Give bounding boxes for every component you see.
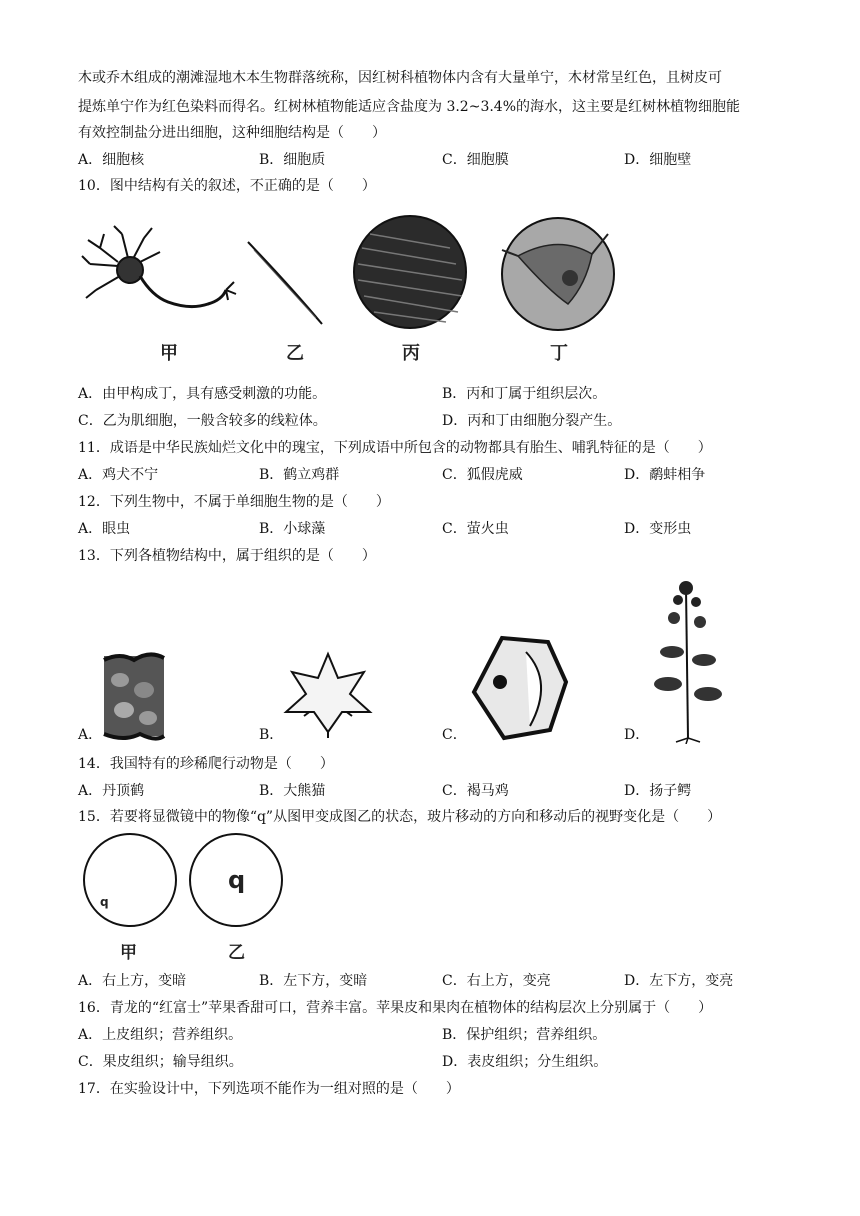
q9-option-c: C．细胞膜 bbox=[442, 152, 509, 168]
q13-cell-image bbox=[468, 632, 572, 744]
q9-option-b: B．细胞质 bbox=[259, 152, 326, 168]
q16-option-b: B．保护组织；营养组织。 bbox=[442, 1027, 607, 1043]
question-10-stem: 10．图中结构有关的叙述，不正确的是（ ） bbox=[78, 178, 376, 194]
neuron-image bbox=[82, 226, 236, 307]
q11-option-a: A．鸡犬不宁 bbox=[78, 467, 159, 483]
figure-label-yi: 乙 bbox=[286, 343, 304, 364]
question-14-stem: 14．我国特有的珍稀爬行动物是（ ） bbox=[78, 756, 334, 772]
figure-label-jia: 甲 bbox=[120, 943, 137, 963]
q14-option-a: A．丹顶鹤 bbox=[78, 783, 145, 799]
q13-whole-plant-image bbox=[646, 578, 728, 744]
q10-option-d: D．丙和丁由细胞分裂产生。 bbox=[442, 413, 622, 429]
q9-option-a: A．细胞核 bbox=[78, 152, 145, 168]
question-9-text-line-1: 木或乔木组成的潮滩湿地木本生物群落统称，因红树科植物体内含有大量单宁，木材常呈红色，且树皮可 bbox=[78, 70, 722, 86]
q15-option-d: D．左下方，变亮 bbox=[624, 973, 734, 989]
question-17-stem: 17．在实验设计中，下列选项不能作为一组对照的是（ ） bbox=[78, 1081, 460, 1097]
q13-option-d: D． bbox=[624, 727, 650, 743]
question-12-stem: 12．下列生物中，不属于单细胞生物的是（ ） bbox=[78, 494, 390, 510]
figure-label-jia: 甲 bbox=[160, 343, 178, 364]
q16-option-c: C．果皮组织；输导组织。 bbox=[78, 1054, 243, 1070]
field-jia-letter: q bbox=[100, 895, 109, 909]
question-15-stem: 15．若要将显微镜中的物像“q”从图甲变成图乙的状态，玻片移动的方向和移动后的视野变化是（ ） bbox=[78, 809, 722, 825]
q12-option-a: A．眼虫 bbox=[78, 521, 131, 537]
question-16-stem: 16．青龙的“红富士”苹果香甜可口，营养丰富。苹果皮和果肉在植物体的结构层次上分别属于（ ） bbox=[78, 1000, 713, 1016]
q10-option-b: B．丙和丁属于组织层次。 bbox=[442, 386, 607, 402]
q15-option-b: B．左下方，变暗 bbox=[259, 973, 368, 989]
q16-option-a: A．上皮组织；营养组织。 bbox=[78, 1027, 243, 1043]
nerve-tissue-image bbox=[502, 218, 614, 330]
q15-figure bbox=[80, 832, 306, 966]
field-yi-letter: q bbox=[228, 866, 246, 894]
q11-option-c: C．狐假虎威 bbox=[442, 467, 523, 483]
muscle-tissue-image bbox=[354, 216, 466, 328]
q14-option-b: B．大熊猫 bbox=[259, 783, 326, 799]
q12-option-b: B．小球藻 bbox=[259, 521, 326, 537]
q9-option-d: D．细胞壁 bbox=[624, 152, 692, 168]
figure-label-yi: 乙 bbox=[228, 943, 245, 963]
q13-leaf-image bbox=[280, 648, 376, 744]
q11-option-d: D．鹬蚌相争 bbox=[624, 467, 706, 483]
q10-figure bbox=[78, 204, 638, 376]
q12-option-c: C．萤火虫 bbox=[442, 521, 509, 537]
question-13-stem: 13．下列各植物结构中，属于组织的是（ ） bbox=[78, 548, 376, 564]
q10-option-a: A．由甲构成丁，具有感受刺激的功能。 bbox=[78, 386, 327, 402]
q13-tissue-image bbox=[100, 650, 168, 742]
q13-option-b: B． bbox=[259, 727, 284, 743]
question-11-stem: 11．成语是中华民族灿烂文化中的瑰宝，下列成语中所包含的动物都具有胎生、哺乳特征的是（ ） bbox=[78, 440, 712, 456]
question-9-text-line-3: 有效控制盐分进出细胞，这种细胞结构是（ ） bbox=[78, 125, 386, 141]
q13-option-a: A． bbox=[78, 727, 103, 743]
muscle-cell-image bbox=[248, 242, 322, 324]
question-9-text-line-2: 提炼单宁作为红色染料而得名。红树林植物能适应含盐度为 3.2~3.4%的海水，这主要是红树林植物细胞能 bbox=[78, 99, 741, 115]
q15-option-a: A．右上方，变暗 bbox=[78, 973, 187, 989]
q13-option-c: C． bbox=[442, 727, 467, 743]
figure-label-ding: 丁 bbox=[550, 343, 568, 364]
q10-option-c: C．乙为肌细胞，一般含较多的线粒体。 bbox=[78, 413, 327, 429]
q12-option-d: D．变形虫 bbox=[624, 521, 692, 537]
figure-label-bing: 丙 bbox=[402, 343, 420, 364]
q15-option-c: C．右上方，变亮 bbox=[442, 973, 551, 989]
q14-option-d: D．扬子鳄 bbox=[624, 783, 692, 799]
q16-option-d: D．表皮组织；分生组织。 bbox=[442, 1054, 608, 1070]
q14-option-c: C．褐马鸡 bbox=[442, 783, 509, 799]
q11-option-b: B．鹤立鸡群 bbox=[259, 467, 340, 483]
